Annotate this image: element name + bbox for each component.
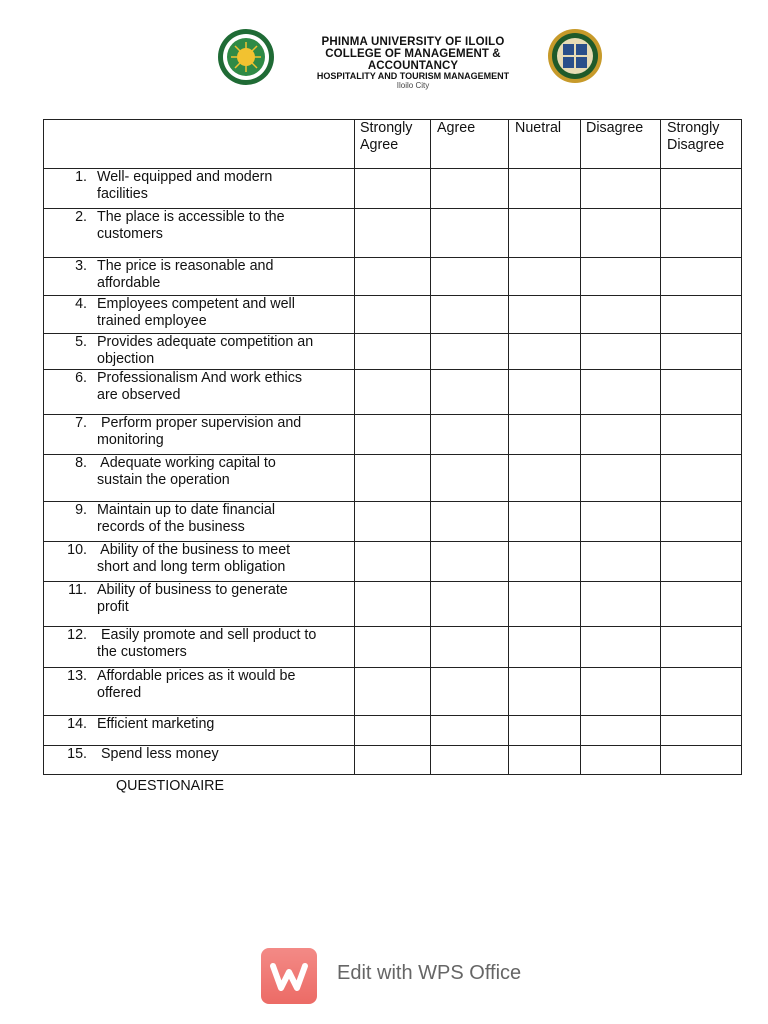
table-row <box>44 258 742 296</box>
rating-cell[interactable] <box>661 258 742 296</box>
statement-text <box>97 746 354 763</box>
rating-cell[interactable] <box>355 370 431 415</box>
col-disagree: Disagree <box>581 120 661 169</box>
statement-cell <box>44 334 355 370</box>
statement-cell <box>44 209 355 258</box>
rating-cell[interactable] <box>509 370 581 415</box>
table-row <box>44 415 742 455</box>
statement-number: 15. <box>67 746 87 762</box>
statement-number: 10. <box>67 542 87 558</box>
rating-cell[interactable] <box>661 746 742 775</box>
statement-number: 13. <box>67 668 87 684</box>
table-row <box>44 582 742 627</box>
statement-line: Adequate working capital to <box>97 455 276 471</box>
statement-line: Perform proper supervision and <box>97 415 302 431</box>
program-name: HOSPITALITY AND TOURISM MANAGEMENT <box>316 71 510 82</box>
rating-cell[interactable] <box>431 455 509 502</box>
statement-line: short and long term obligation <box>97 559 286 575</box>
statement-cell <box>44 455 355 502</box>
rating-cell[interactable] <box>355 582 431 627</box>
rating-cell[interactable] <box>431 746 509 775</box>
rating-cell[interactable] <box>355 716 431 746</box>
statement-line: profit <box>97 599 129 615</box>
col-strongly-disagree: Strongly Disagree <box>661 120 742 169</box>
rating-cell[interactable] <box>431 582 509 627</box>
table-row <box>44 370 742 415</box>
table-row <box>44 627 742 668</box>
rating-cell[interactable] <box>661 209 742 258</box>
rating-cell[interactable] <box>581 370 661 415</box>
statement-text <box>97 169 354 203</box>
statement-number: 4. <box>75 296 87 312</box>
rating-cell[interactable] <box>355 258 431 296</box>
rating-cell[interactable] <box>661 169 742 209</box>
survey-table <box>43 119 742 775</box>
rating-cell[interactable] <box>509 668 581 716</box>
rating-cell[interactable] <box>355 415 431 455</box>
statement-line: Affordable prices as it would be <box>97 668 296 684</box>
rating-cell[interactable] <box>355 542 431 582</box>
rating-cell[interactable] <box>661 542 742 582</box>
rating-cell[interactable] <box>509 209 581 258</box>
statement-line: monitoring <box>97 432 164 448</box>
rating-cell[interactable] <box>509 627 581 668</box>
statement-line: facilities <box>97 186 148 202</box>
statement-cell <box>44 169 355 209</box>
college-name: COLLEGE OF MANAGEMENT & ACCOUNTANCY <box>325 48 501 73</box>
rating-cell[interactable] <box>661 296 742 334</box>
statement-text <box>97 370 354 404</box>
statement-header-cell <box>44 120 355 169</box>
rating-cell[interactable] <box>509 746 581 775</box>
rating-cell[interactable] <box>661 716 742 746</box>
statement-text <box>97 334 354 368</box>
statement-cell <box>44 746 355 775</box>
statement-number: 7. <box>75 415 87 431</box>
rating-cell[interactable] <box>581 258 661 296</box>
rating-cell[interactable] <box>661 582 742 627</box>
rating-cell[interactable] <box>509 502 581 542</box>
document-header <box>0 26 768 90</box>
statement-text <box>97 627 354 661</box>
rating-cell[interactable] <box>581 334 661 370</box>
statement-line: Efficient marketing <box>97 716 215 732</box>
rating-cell[interactable] <box>581 209 661 258</box>
rating-cell[interactable] <box>661 334 742 370</box>
rating-cell[interactable] <box>431 668 509 716</box>
statement-line: Ability of the business to meet <box>97 542 291 558</box>
rating-cell[interactable] <box>581 668 661 716</box>
statement-text <box>97 455 354 489</box>
statement-line: trained employee <box>97 313 207 329</box>
rating-cell[interactable] <box>581 415 661 455</box>
statement-line: affordable <box>97 275 161 291</box>
rating-cell[interactable] <box>355 455 431 502</box>
statement-line: Employees competent and well <box>97 296 295 312</box>
statement-text <box>97 502 354 536</box>
rating-cell[interactable] <box>355 627 431 668</box>
university-seal-logo <box>212 28 280 86</box>
rating-cell[interactable] <box>431 627 509 668</box>
rating-cell[interactable] <box>509 582 581 627</box>
rating-cell[interactable] <box>355 502 431 542</box>
statement-text <box>97 209 354 243</box>
statement-line: Maintain up to date financial <box>97 502 276 518</box>
rating-cell[interactable] <box>431 296 509 334</box>
statement-number: 2. <box>75 209 87 225</box>
statement-line: sustain the operation <box>97 472 230 488</box>
statement-number: 1. <box>75 169 87 185</box>
rating-cell[interactable] <box>355 209 431 258</box>
statement-text <box>97 582 354 616</box>
table-row <box>44 209 742 258</box>
rating-cell[interactable] <box>581 542 661 582</box>
header-text <box>286 36 540 90</box>
table-row <box>44 746 742 775</box>
rating-cell[interactable] <box>431 209 509 258</box>
statement-text <box>97 716 354 733</box>
table-row <box>44 542 742 582</box>
rating-cell[interactable] <box>431 415 509 455</box>
wps-logo-icon <box>261 948 317 1004</box>
rating-cell[interactable] <box>431 370 509 415</box>
col-strongly-agree: Strongly Agree <box>355 120 431 169</box>
statement-cell <box>44 582 355 627</box>
rating-cell[interactable] <box>431 502 509 542</box>
rating-cell[interactable] <box>581 716 661 746</box>
statement-cell <box>44 502 355 542</box>
rating-cell[interactable] <box>509 258 581 296</box>
rating-cell[interactable] <box>661 370 742 415</box>
college-seal-logo <box>543 28 607 84</box>
rating-cell[interactable] <box>355 668 431 716</box>
rating-cell[interactable] <box>661 668 742 716</box>
statement-line: Ability of business to generate <box>97 582 288 598</box>
statement-number: 9. <box>75 502 87 518</box>
rating-cell[interactable] <box>355 334 431 370</box>
rating-cell[interactable] <box>509 334 581 370</box>
statement-line: The place is accessible to the <box>97 209 285 225</box>
statement-text <box>97 542 354 576</box>
rating-cell[interactable] <box>431 258 509 296</box>
wps-edit-button[interactable] <box>261 948 541 1004</box>
rating-cell[interactable] <box>581 169 661 209</box>
statement-line: are observed <box>97 387 181 403</box>
rating-cell[interactable] <box>355 169 431 209</box>
statement-line: Easily promote and sell product to <box>97 627 317 643</box>
statement-number: 5. <box>75 334 87 350</box>
statement-number: 14. <box>67 716 87 732</box>
rating-cell[interactable] <box>355 296 431 334</box>
table-row <box>44 455 742 502</box>
rating-cell[interactable] <box>581 627 661 668</box>
col-neutral: Nuetral <box>509 120 581 169</box>
rating-cell[interactable] <box>581 502 661 542</box>
rating-cell[interactable] <box>431 716 509 746</box>
statement-text <box>97 296 354 330</box>
statement-number: 12. <box>67 627 87 643</box>
statement-line: records of the business <box>97 519 245 535</box>
statement-text <box>97 415 354 449</box>
statement-line: Provides adequate competition an <box>97 334 314 350</box>
statement-text <box>97 668 354 702</box>
statement-line: offered <box>97 685 142 701</box>
rating-cell[interactable] <box>581 296 661 334</box>
rating-cell[interactable] <box>581 746 661 775</box>
city-name: Iloilo City <box>396 80 430 90</box>
col-agree: Agree <box>431 120 509 169</box>
wps-label: Edit with WPS Office <box>337 962 522 984</box>
rating-cell[interactable] <box>431 169 509 209</box>
table-row <box>44 716 742 746</box>
rating-cell[interactable] <box>581 582 661 627</box>
statement-cell <box>44 627 355 668</box>
statement-cell <box>44 716 355 746</box>
table-header-row <box>44 120 742 169</box>
rating-cell[interactable] <box>431 334 509 370</box>
university-name: PHINMA UNIVERSITY OF ILOILO <box>321 36 505 48</box>
table-row <box>44 502 742 542</box>
rating-cell[interactable] <box>431 542 509 582</box>
rating-cell[interactable] <box>661 502 742 542</box>
statement-line: Well- equipped and modern <box>97 169 273 185</box>
statement-number: 8. <box>75 455 87 471</box>
statement-line: Professionalism And work ethics <box>97 370 303 386</box>
table-row <box>44 668 742 716</box>
rating-cell[interactable] <box>509 542 581 582</box>
statement-cell <box>44 415 355 455</box>
rating-cell[interactable] <box>509 169 581 209</box>
rating-cell[interactable] <box>509 415 581 455</box>
statement-line: Spend less money <box>97 746 219 762</box>
statement-cell <box>44 370 355 415</box>
table-row <box>44 296 742 334</box>
statement-number: 11. <box>68 582 87 598</box>
rating-cell[interactable] <box>509 716 581 746</box>
statement-cell <box>44 296 355 334</box>
statement-text <box>97 258 354 292</box>
table-row <box>44 169 742 209</box>
statement-line: objection <box>97 351 155 367</box>
table-row <box>44 334 742 370</box>
rating-cell[interactable] <box>355 746 431 775</box>
statement-number: 3. <box>75 258 87 274</box>
rating-cell[interactable] <box>581 455 661 502</box>
rating-cell[interactable] <box>661 415 742 455</box>
statement-cell <box>44 668 355 716</box>
rating-cell[interactable] <box>509 296 581 334</box>
statement-cell <box>44 258 355 296</box>
questionnaire-label: QUESTIONAIRE <box>116 778 225 794</box>
statement-number: 6. <box>75 370 87 386</box>
statement-line: customers <box>97 226 163 242</box>
rating-cell[interactable] <box>661 455 742 502</box>
rating-cell[interactable] <box>661 627 742 668</box>
statement-line: the customers <box>97 644 187 660</box>
statement-line: The price is reasonable and <box>97 258 274 274</box>
statement-cell <box>44 542 355 582</box>
rating-cell[interactable] <box>509 455 581 502</box>
